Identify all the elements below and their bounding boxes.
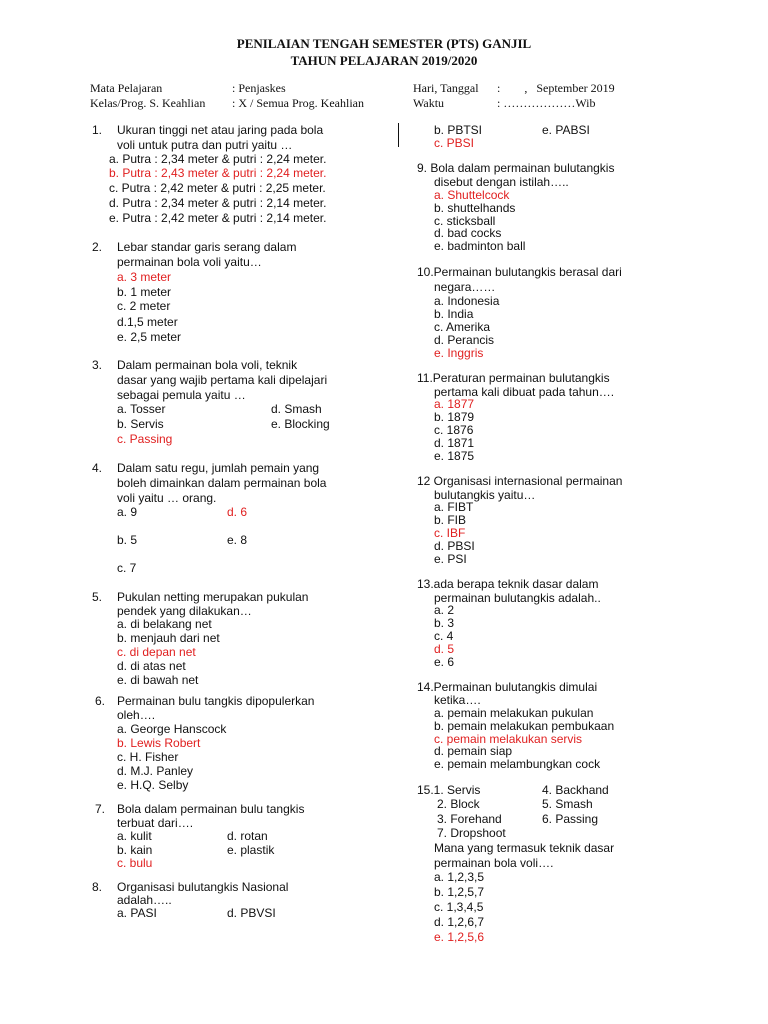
q14-option-c: c. pemain melakukan servis — [434, 732, 583, 746]
q3-text: Dalam permainan bola voli, teknik — [117, 358, 298, 372]
q7-option-c: c. bulu — [117, 856, 153, 870]
q2-option-a: a. 3 meter — [117, 270, 172, 284]
q11-option-e: e. 1875 — [434, 449, 475, 463]
q5-option-c: c. di depan net — [117, 645, 196, 659]
q8-option-c: c. PBSI — [434, 136, 475, 150]
kelas-label: Kelas/Prog. S. Keahlian — [90, 96, 206, 110]
q13-text: 13.ada berapa teknik dasar dalam — [417, 577, 599, 591]
q15-option-c: c. 1,3,4,5 — [434, 900, 484, 914]
q9-option-d: d. bad cocks — [434, 226, 502, 240]
q12-option-a: a. FIBT — [434, 500, 474, 514]
q14-option-b: b. pemain melakukan pembukaan — [434, 719, 615, 733]
q14-option-d: d. pemain siap — [434, 744, 513, 758]
q1-option-d: d. Putra : 2,34 meter & putri : 2,14 meter. — [109, 196, 327, 210]
q12-option-d: d. PBSI — [434, 539, 475, 553]
q8-text: adalah….. — [117, 893, 172, 907]
q15-item-5: 5. Smash — [542, 797, 593, 811]
q2-option-c: c. 2 meter — [117, 299, 171, 313]
q1-number: 1. — [92, 123, 103, 137]
q4-option-b: b. 5 — [117, 533, 138, 547]
q9-option-e: e. badminton ball — [434, 239, 526, 253]
q7-text: Bola dalam permainan bulu tangkis — [117, 802, 305, 816]
q7-text: terbuat dari…. — [117, 816, 194, 830]
q7-option-d: d. rotan — [227, 829, 268, 843]
q1-option-c: c. Putra : 2,42 meter & putri : 2,25 meter. — [109, 181, 326, 195]
q15-item-6: 6. Passing — [542, 812, 599, 826]
q14-text: ketika…. — [434, 693, 481, 707]
q3-option-e: e. Blocking — [271, 417, 330, 431]
q6-option-d: d. M.J. Panley — [117, 764, 194, 778]
q2-number: 2. — [92, 240, 103, 254]
q4-option-d: d. 6 — [227, 505, 248, 519]
hari-label: Hari, Tanggal — [413, 81, 479, 95]
q12-text: 12 Organisasi internasional permainan — [417, 474, 623, 488]
q9-option-c: c. sticksball — [434, 214, 496, 228]
q3-option-c: c. Passing — [117, 432, 173, 446]
q15-text: Mana yang termasuk teknik dasar — [434, 841, 615, 855]
page-title: PENILAIAN TENGAH SEMESTER (PTS) GANJIL — [236, 36, 532, 51]
q4-number: 4. — [92, 461, 103, 475]
q8-option-d: d. PBVSI — [227, 906, 276, 920]
q10-option-c: c. Amerika — [434, 320, 491, 334]
q11-text: 11.Peraturan permainan bulutangkis — [417, 371, 610, 385]
q6-text: oleh…. — [117, 708, 156, 722]
q6-option-c: c. H. Fisher — [117, 750, 179, 764]
q15-option-a: a. 1,2,3,5 — [434, 870, 485, 884]
q3-number: 3. — [92, 358, 103, 372]
q12-text: bulutangkis yaitu… — [434, 488, 536, 502]
q11-text: pertama kali dibuat pada tahun…. — [434, 385, 615, 399]
q10-option-e: e. Inggris — [434, 346, 484, 360]
q15-option-d: d. 1,2,6,7 — [434, 915, 485, 929]
kelas-value: : X / Semua Prog. Keahlian — [232, 96, 364, 110]
q15-option-b: b. 1,2,5,7 — [434, 885, 485, 899]
q10-option-a: a. Indonesia — [434, 294, 500, 308]
q5-option-e: e. di bawah net — [117, 673, 199, 687]
q4-text: boleh dimainkan dalam permainan bola — [117, 476, 327, 490]
q10-text: 10.Permainan bulutangkis berasal dari — [417, 265, 622, 279]
q15-item-7: 7. Dropshoot — [437, 826, 506, 840]
q3-text: dasar yang wajib pertama kali dipelajari — [117, 373, 328, 387]
q11-option-c: c. 1876 — [434, 423, 474, 437]
q14-option-a: a. pemain melakukan pukulan — [434, 706, 594, 720]
q5-option-a: a. di belakang net — [117, 617, 212, 631]
q15-option-e: e. 1,2,5,6 — [434, 930, 485, 944]
q8-option-a: a. PASI — [117, 906, 157, 920]
q6-option-a: a. George Hanscock — [117, 722, 227, 736]
q11-option-d: d. 1871 — [434, 436, 475, 450]
q2-text: permainan bola voli yaitu… — [117, 255, 262, 269]
q5-text: Pukulan netting merupakan pukulan — [117, 590, 309, 604]
q15-item-2: 2. Block — [437, 797, 480, 811]
q14-option-e: e. pemain melambungkan cock — [434, 757, 601, 771]
q8-number: 8. — [92, 880, 103, 894]
q5-text: pendek yang dilakukan… — [117, 604, 252, 618]
q4-option-a: a. 9 — [117, 505, 138, 519]
q5-option-b: b. menjauh dari net — [117, 631, 220, 645]
q1-option-e: e. Putra : 2,42 meter & putri : 2,14 meter. — [109, 211, 327, 225]
waktu-value: : ………………Wib — [497, 96, 596, 110]
q15-item-1: 15.1. Servis — [417, 783, 481, 797]
mapel-value: : Penjaskes — [232, 81, 286, 95]
q4-text: voli yaitu … orang. — [117, 491, 217, 505]
q7-option-e: e. plastik — [227, 843, 275, 857]
q5-number: 5. — [92, 590, 103, 604]
q9-text: disebut dengan istilah….. — [434, 175, 569, 189]
q10-option-b: b. India — [434, 307, 474, 321]
q15-text: permainan bola voli…. — [434, 856, 554, 870]
q3-option-b: b. Servis — [117, 417, 164, 431]
q8-option-b: b. PBTSI — [434, 123, 483, 137]
q6-number: 6. — [95, 694, 106, 708]
column-divider — [398, 123, 399, 147]
q2-option-b: b. 1 meter — [117, 285, 172, 299]
q1-text: voli untuk putra dan putri yaitu … — [117, 138, 293, 152]
q6-option-b: b. Lewis Robert — [117, 736, 201, 750]
q7-option-b: b. kain — [117, 843, 153, 857]
q11-option-b: b. 1879 — [434, 410, 475, 424]
q12-option-c: c. IBF — [434, 526, 466, 540]
q13-text: permainan bulutangkis adalah.. — [434, 591, 601, 605]
q10-option-d: d. Perancis — [434, 333, 495, 347]
q13-option-a: a. 2 — [434, 603, 455, 617]
q7-number: 7. — [95, 802, 106, 816]
q13-option-d: d. 5 — [434, 642, 455, 656]
q3-text: sebagai pemula yaitu … — [117, 388, 246, 402]
q9-option-a: a. Shuttelcock — [434, 188, 510, 202]
q8-option-e: e. PABSI — [542, 123, 590, 137]
q1-option-a: a. Putra : 2,34 meter & putri : 2,24 meter. — [109, 152, 327, 166]
hari-value: : , September 2019 — [497, 81, 615, 95]
waktu-label: Waktu — [413, 96, 445, 110]
q5-option-d: d. di atas net — [117, 659, 186, 673]
q13-option-b: b. 3 — [434, 616, 455, 630]
q15-item-4: 4. Backhand — [542, 783, 609, 797]
q6-option-e: e. H.Q. Selby — [117, 778, 189, 792]
q12-option-e: e. PSI — [434, 552, 467, 566]
q8-text: Organisasi bulutangkis Nasional — [117, 880, 289, 894]
q9-text: 9. Bola dalam permainan bulutangkis — [417, 161, 615, 175]
q13-option-c: c. 4 — [434, 629, 454, 643]
mapel-label: Mata Pelajaran — [90, 81, 163, 95]
q1-text: Ukuran tinggi net atau jaring pada bola — [117, 123, 324, 137]
q14-text: 14.Permainan bulutangkis dimulai — [417, 680, 598, 694]
page-subtitle: TAHUN PELAJARAN 2019/2020 — [290, 53, 478, 68]
q3-option-d: d. Smash — [271, 402, 322, 416]
q6-text: Permainan bulu tangkis dipopulerkan — [117, 694, 315, 708]
q4-option-e: e. 8 — [227, 533, 248, 547]
q13-option-e: e. 6 — [434, 655, 455, 669]
q3-option-a: a. Tosser — [117, 402, 166, 416]
q2-option-d: d.1,5 meter — [117, 315, 178, 329]
q12-option-b: b. FIB — [434, 513, 467, 527]
q10-text: negara…… — [434, 280, 496, 294]
q2-text: Lebar standar garis serang dalam — [117, 240, 297, 254]
q7-option-a: a. kulit — [117, 829, 152, 843]
q11-option-a: a. 1877 — [434, 397, 475, 411]
q2-option-e: e. 2,5 meter — [117, 330, 182, 344]
q9-option-b: b. shuttelhands — [434, 201, 516, 215]
q4-option-c: c. 7 — [117, 561, 137, 575]
q15-item-3: 3. Forehand — [437, 812, 502, 826]
q1-option-b: b. Putra : 2,43 meter & putri : 2,24 meter. — [109, 166, 327, 180]
q4-text: Dalam satu regu, jumlah pemain yang — [117, 461, 320, 475]
